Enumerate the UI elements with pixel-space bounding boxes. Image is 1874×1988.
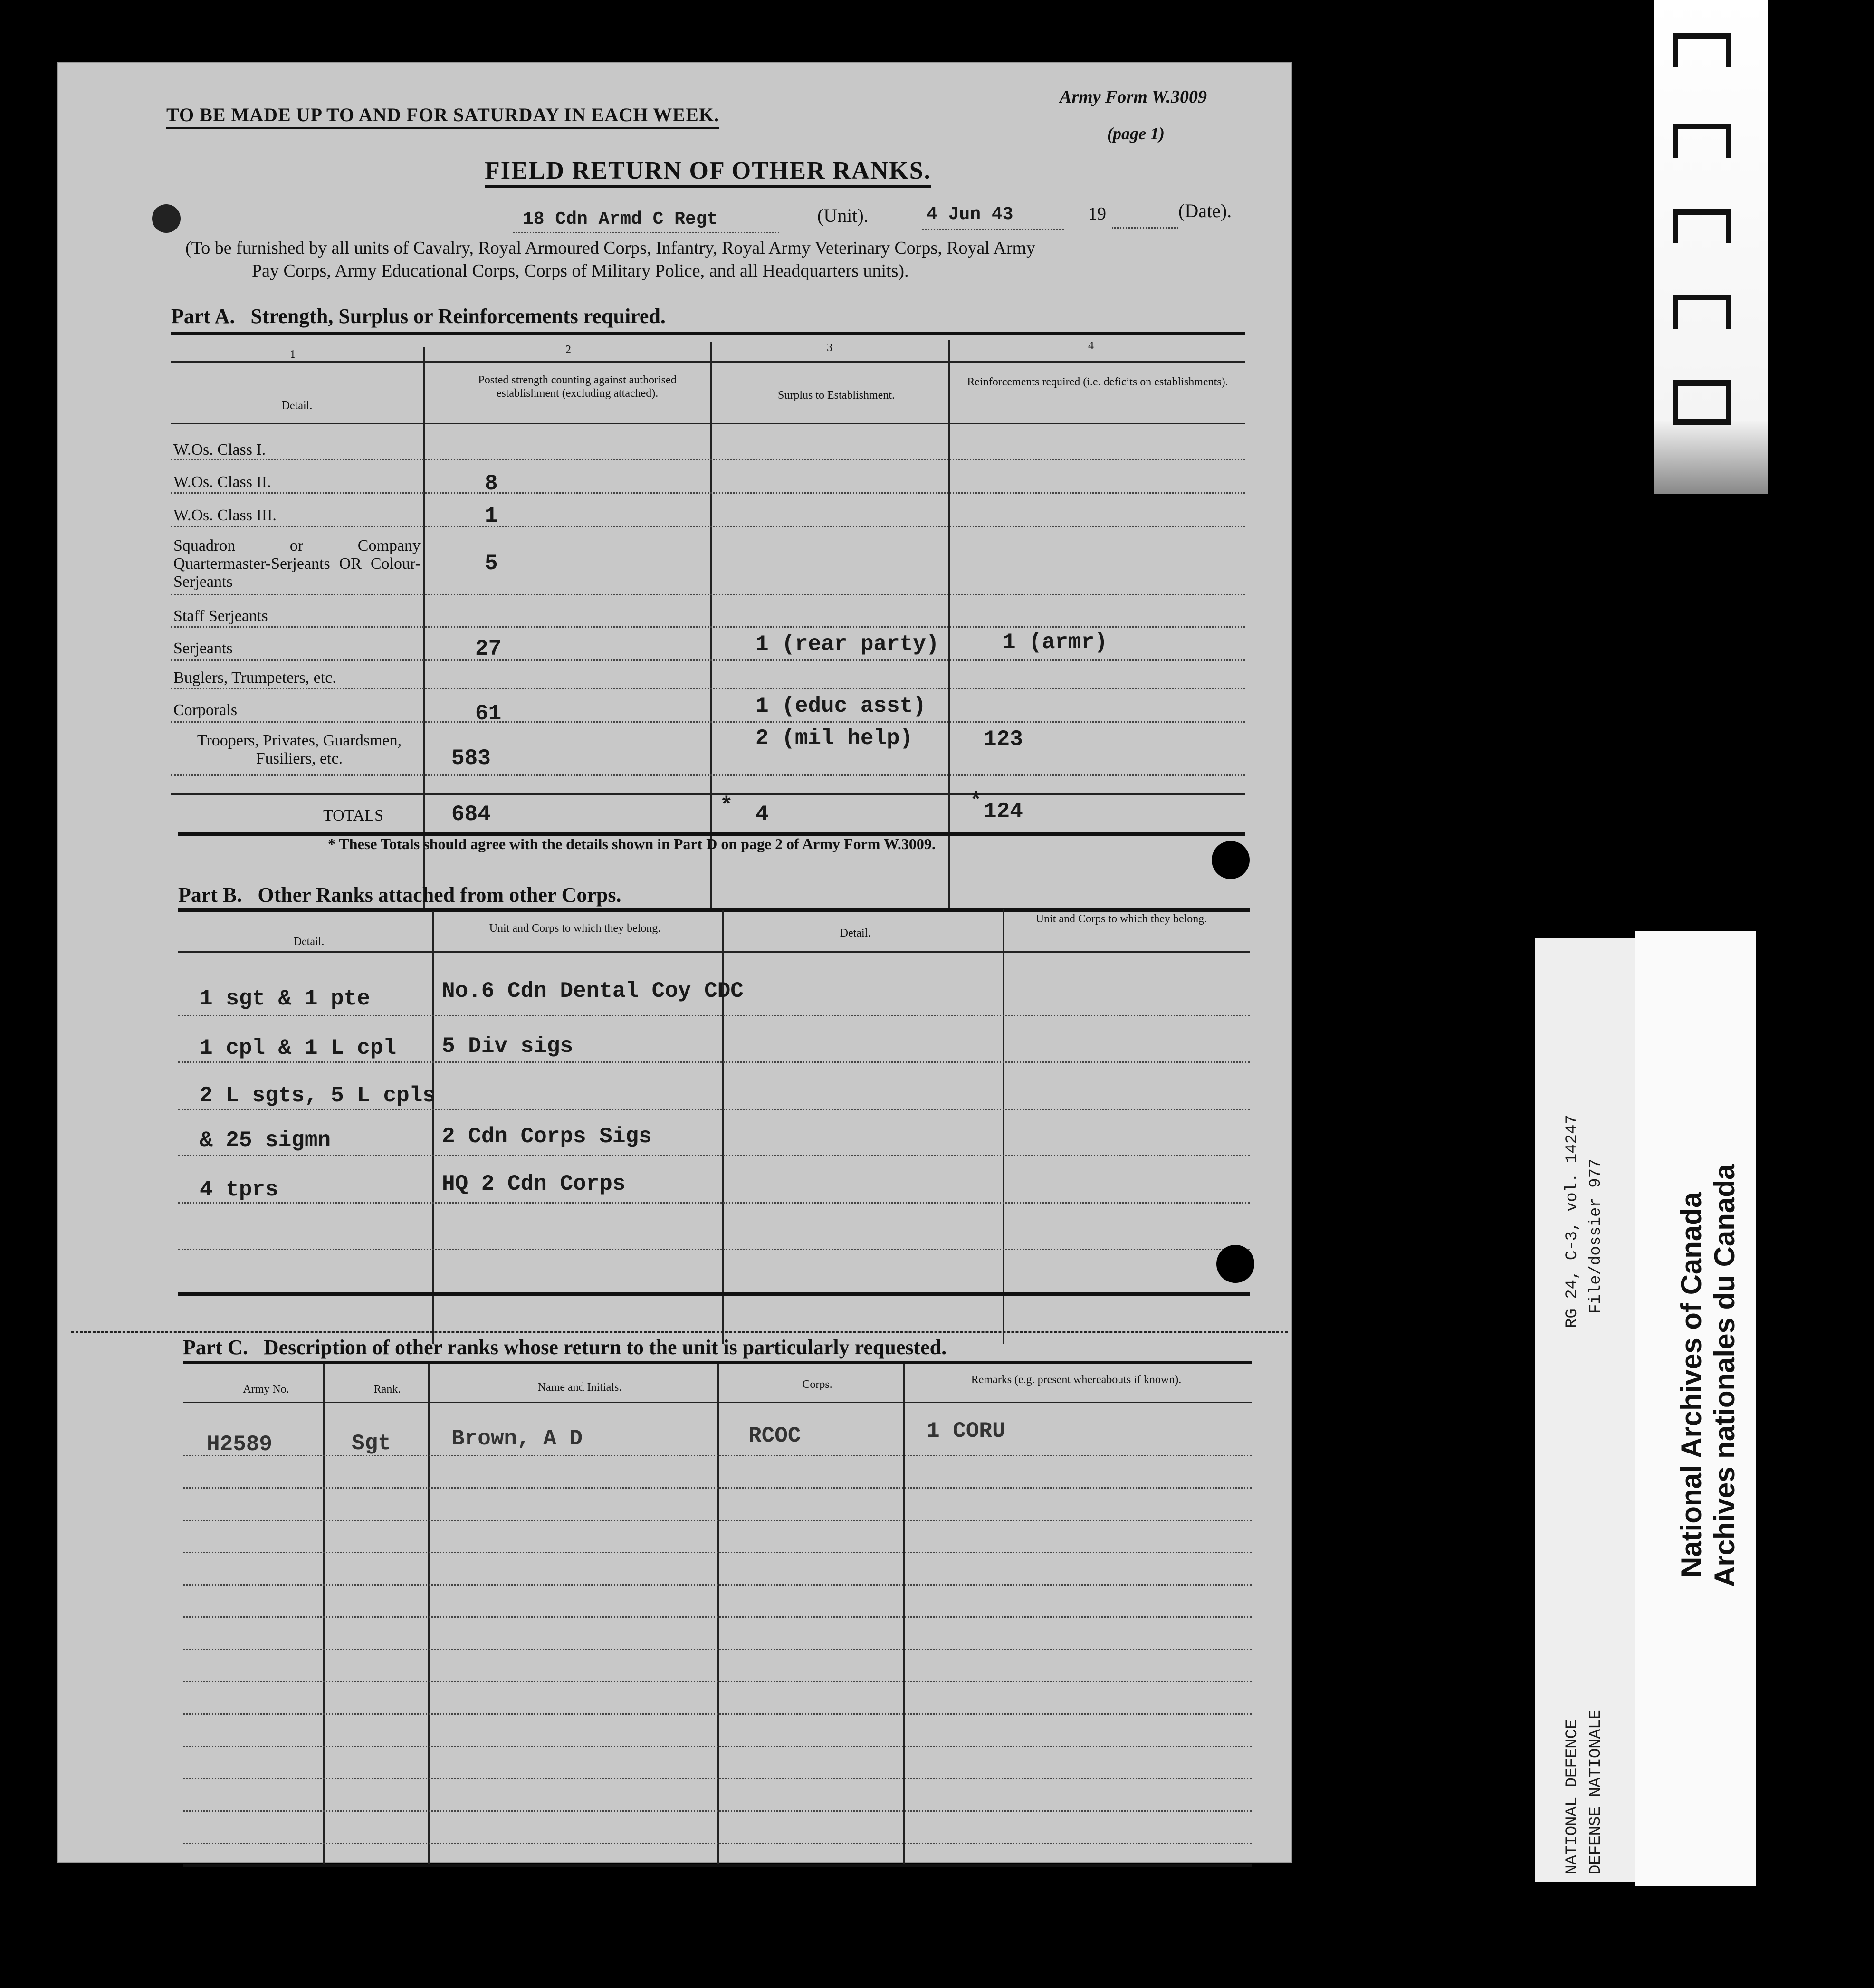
row-posted-troopers: 583: [451, 746, 491, 771]
year-prefix: 19: [1088, 204, 1106, 224]
part-a-header-reinf: Reinforcements required (i.e. deficits on establishments).: [967, 376, 1228, 388]
part-c-corps-1: RCOC: [748, 1424, 801, 1448]
part-b-unit-4: 2 Cdn Corps Sigs: [442, 1124, 652, 1149]
row-label-sgt: Serjeants: [173, 640, 233, 657]
row-label-cqms: Squadron or Company Quartermaster-Serjeants OR Colour-Serjeants: [173, 537, 421, 591]
part-c-army-no-1: H2589: [207, 1432, 273, 1457]
row-posted-cpl: 61: [475, 701, 502, 726]
col-num-4: 4: [1088, 340, 1094, 352]
archive-dept-1: NATIONAL DEFENCE: [1563, 1719, 1581, 1874]
totals-label: TOTALS: [323, 807, 383, 824]
row-posted-wo2: 8: [485, 471, 498, 496]
punch-hole: [1216, 1245, 1254, 1283]
part-c-header-remarks: Remarks (e.g. present whereabouts if known).: [971, 1374, 1182, 1386]
punch-mark: [152, 204, 181, 233]
part-a-heading: Part A. Strength, Surplus or Reinforcements required.: [171, 305, 666, 328]
page-label: (page 1): [1107, 124, 1165, 143]
part-c-name-1: Brown, A D: [451, 1426, 583, 1451]
row-label-cpl: Corporals: [173, 701, 238, 719]
part-b-unit-5: HQ 2 Cdn Corps: [442, 1172, 626, 1196]
part-b-header-unit-2: Unit and Corps to which they belong.: [1035, 913, 1207, 925]
archive-name-fr: Archives nationales du Canada: [1709, 1164, 1740, 1587]
part-b-heading: Part B. Other Ranks attached from other Corps.: [178, 883, 621, 907]
part-b-detail-5: 4 tprs: [200, 1177, 278, 1202]
col-num-2: 2: [565, 344, 571, 356]
part-c-header-army-no: Army No.: [243, 1383, 289, 1395]
row-label-wo1: W.Os. Class I.: [173, 441, 266, 459]
archive-name-en: National Archives of Canada: [1675, 1192, 1707, 1577]
totals-surplus: 4: [755, 802, 769, 827]
part-c-heading: Part C. Description of other ranks whose return to the unit is particularly requested.: [183, 1336, 947, 1359]
part-b-header-detail-1: Detail.: [293, 936, 325, 948]
form-note-line1: (To be furnished by all units of Cavalry, Royal Armoured Corps, Infantry, Royal Army Veterinary Corps, Royal Army: [185, 238, 1036, 258]
part-c-remarks-1: 1 CORU: [927, 1419, 1005, 1443]
part-b-header-unit-1: Unit and Corps to which they belong.: [489, 922, 661, 935]
row-surplus-troopers: 2 (mil help): [755, 726, 913, 751]
archive-name-strip: [1635, 931, 1756, 1886]
col-num-3: 3: [827, 342, 832, 354]
part-b-detail-1: 1 sgt & 1 pte: [200, 986, 370, 1011]
part-b-detail-4: & 25 sigmn: [200, 1128, 331, 1153]
row-label-wo3: W.Os. Class III.: [173, 507, 277, 524]
archive-dept-2: DEFENSE NATIONALE: [1587, 1710, 1605, 1874]
date-value: 4 Jun 43: [927, 204, 1013, 225]
part-a-footnote: * These Totals should agree with the details shown in Part D on page 2 of Army Form W.3009.: [328, 835, 936, 852]
document-page: TO BE MADE UP TO AND FOR SATURDAY IN EACH WEEK. Army Form W.3009 (page 1) FIELD RETURN OF OTHER RANKS. 18 Cdn Armd C Regt (Unit). 4 Jun 43 19 (Date). (To be furnished by all units of Cavalry, Royal Armoured Corps, Infantry, Royal Army Veterinary Corps, Royal Army Pay Corps, Army Educational Corps, Corps of Military Police, and all Headquarters units). Part A. Strength, Surplus or Reinforcements required. 1 2 3 4 Detail. Posted strength counting against authorised establishment (excluding attached). Surplus to Establishment. Reinforcements required (i.e. deficits on establishments). W.Os. Class I. W.Os. Class II. 8 W.Os. Class III. 1 Squadron or Company Quartermaster-Serjeants OR Colour-Serjeants 5 Staff Serjeants Serjeants 27 1 (rear party) 1 (armr) Buglers, Trumpeters, etc. Corporals 61 1 (educ asst) Troopers, Privates, Guardsmen, Fusiliers, etc. 583 2 (mil help) 123 TOTALS 684 * 4 * 124 * These Totals should agree with the details shown in Part D on page 2 of Army Form W.3009. Part B. Other Ranks attached from other Corps. Detail. Unit and Corps to which they belong. Detail. Unit and Corps to which they belong. 1 sgt & 1 pte No.6 Cdn Dental Coy CDC 1 cpl & 1 L cpl 5 Div sigs 2 L sgts, 5 L cpls & 25 sigmn 2 Cdn Corps Sigs 4 tprs HQ 2 Cdn Corps Part C. Description of other ranks whose return to the unit is particularly requested. Army No. Rank. Name and Initials. Corps. Remarks (e.g. present whereabouts if known). H2589 Sgt Brown, A D RCOC 1 CORU: [57, 62, 1292, 1863]
row-label-buglers: Buglers, Trumpeters, etc.: [173, 669, 336, 687]
part-c-header-corps: Corps.: [802, 1378, 832, 1391]
part-a-header-detail: Detail.: [281, 400, 313, 412]
row-posted-sgt: 27: [475, 637, 502, 661]
part-b-detail-3: 2 L sgts, 5 L cpls: [200, 1083, 436, 1108]
part-a-header-surplus: Surplus to Establishment.: [778, 389, 895, 401]
part-b-unit-2: 5 Div sigs: [442, 1034, 574, 1059]
part-b-detail-2: 1 cpl & 1 L cpl: [200, 1036, 397, 1061]
form-note-line2: Pay Corps, Army Educational Corps, Corps of Military Police, and all Headquarters units).: [252, 261, 909, 281]
row-label-staff-sgt: Staff Serjeants: [173, 607, 268, 625]
part-b-header-detail-2: Detail.: [840, 927, 871, 939]
unit-label: (Unit).: [817, 205, 869, 226]
totals-reinf: 124: [984, 799, 1023, 824]
unit-value: 18 Cdn Armd C Regt: [523, 209, 718, 229]
top-instruction: TO BE MADE UP TO AND FOR SATURDAY IN EACH WEEK.: [166, 104, 719, 129]
archive-reference-2: File/dossier 977: [1587, 1158, 1605, 1314]
totals-posted: 684: [451, 802, 491, 827]
row-posted-wo3: 1: [485, 504, 498, 528]
punch-hole: [1212, 841, 1250, 879]
part-c-header-rank: Rank.: [373, 1383, 401, 1395]
tear-line: [71, 1331, 1288, 1333]
form-id: Army Form W.3009: [1060, 87, 1207, 107]
part-b-unit-1: No.6 Cdn Dental Coy CDC: [442, 979, 744, 1004]
part-c-header-name: Name and Initials.: [537, 1381, 622, 1394]
row-label-troopers: Troopers, Privates, Guardsmen, Fusiliers, etc.: [197, 732, 402, 767]
row-reinf-troopers: 123: [984, 727, 1023, 752]
frame-number-strip: [1654, 0, 1768, 494]
archive-reference-1: RG 24, C-3, vol. 14247: [1563, 1115, 1581, 1328]
row-reinf-sgt: 1 (armr): [1003, 630, 1108, 655]
part-c-rank-1: Sgt: [352, 1431, 391, 1456]
part-a-header-posted: Posted strength counting against authorised establishment (excluding attached).: [478, 374, 677, 400]
col-num-1: 1: [290, 348, 296, 361]
form-title: FIELD RETURN OF OTHER RANKS.: [485, 157, 931, 188]
row-label-wo2: W.Os. Class II.: [173, 473, 271, 491]
row-posted-cqms: 5: [485, 551, 498, 576]
row-surplus-cpl: 1 (educ asst): [755, 694, 926, 718]
row-surplus-sgt: 1 (rear party): [755, 632, 939, 657]
date-label: (Date).: [1178, 200, 1232, 221]
